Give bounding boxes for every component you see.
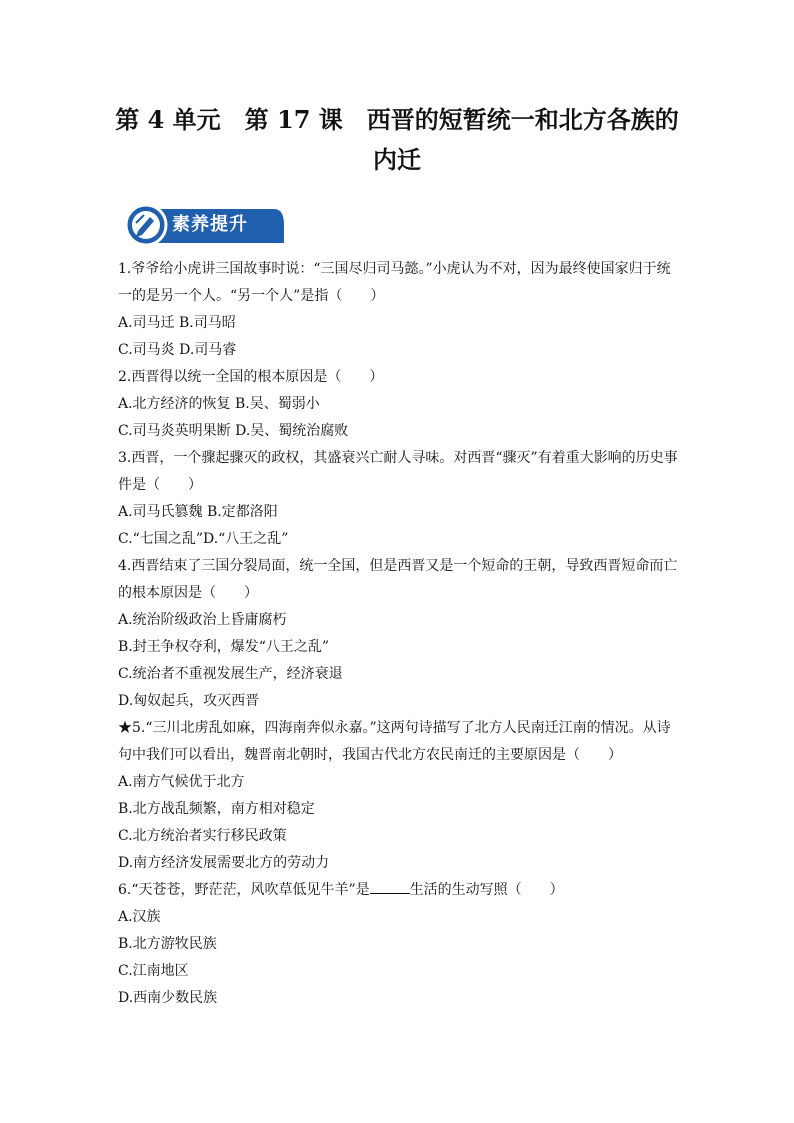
option-line: C.“七国之乱”D.“八王之乱” [118, 531, 289, 547]
option-line: C.统治者不重视发展生产，经济衰退 [118, 666, 343, 682]
option-line: A.统治阶级政治上昏庸腐朽 [118, 612, 287, 628]
fill-blank [370, 879, 410, 894]
question-3 [118, 445, 684, 553]
question-list [118, 256, 684, 1012]
question-6 [118, 877, 684, 1012]
option-line: A.汉族 [118, 909, 161, 925]
question-text: 句中我们可以看出，魏晋南北朝时，我国古代北方农民南迁的主要原因是（ ） [118, 747, 622, 763]
question-4 [118, 553, 684, 715]
option-line: D.南方经济发展需要北方的劳动力 [118, 855, 330, 871]
option-line: A.司马迁 B.司马昭 [118, 315, 236, 331]
option-line: A.司马氏篡魏 B.定都洛阳 [118, 504, 278, 520]
option-line: C.司马炎 D.司马睿 [118, 342, 237, 358]
question-2 [118, 364, 684, 445]
option-line: A.南方气候优于北方 [118, 774, 245, 790]
question-text [118, 877, 684, 904]
question-text: 3.西晋，一个骤起骤灭的政权，其盛衰兴亡耐人寻味。对西晋“骤灭”有着重大影响的历史事 [118, 450, 678, 466]
question-text-pre: 6.“天苍苍，野茫茫，风吹草低见牛羊”是 [118, 882, 370, 898]
option-line: B.北方战乱频繁，南方相对稳定 [118, 801, 315, 817]
page-title [100, 100, 694, 180]
title-line-1: 第 4 单元 第 17 课 西晋的短暂统一和北方各族的 [115, 105, 679, 134]
option-line: D.匈奴起兵，攻灭西晋 [118, 693, 260, 709]
question-text: 一的是另一个人。“另一个人”是指（ ） [118, 288, 385, 304]
option-line: A.北方经济的恢复 B.吴、蜀弱小 [118, 396, 320, 412]
question-1 [118, 256, 684, 364]
question-text: ★5.“三川北虏乱如麻，四海南奔似永嘉。”这两句诗描写了北方人民南迁江南的情况。从诗 [118, 720, 671, 736]
question-text: 4.西晋结束了三国分裂局面，统一全国，但是西晋又是一个短命的王朝，导致西晋短命而亡 [118, 558, 678, 574]
question-text: 的根本原因是（ ） [118, 585, 258, 601]
question-text: 件是（ ） [118, 477, 202, 493]
title-line-2: 内迁 [373, 145, 421, 174]
option-line: C.司马炎英明果断 D.吴、蜀统治腐败 [118, 423, 349, 439]
option-line: B.封王争权夺利，爆发“八王之乱” [118, 639, 330, 655]
question-5 [118, 715, 684, 877]
question-text-post: 生活的生动写照（ ） [409, 882, 564, 898]
section-label: 素养提升 [172, 214, 248, 235]
section-badge [124, 203, 286, 247]
question-text: 2.西晋得以统一全国的根本原因是（ ） [118, 369, 384, 385]
question-text: 1.爷爷给小虎讲三国故事时说：“三国尽归司马懿。”小虎认为不对，因为最终使国家归于统 [118, 261, 671, 277]
option-line: B.北方游牧民族 [118, 936, 217, 952]
option-line: D.西南少数民族 [118, 990, 218, 1006]
option-line: C.江南地区 [118, 963, 189, 979]
option-line: C.北方统治者实行移民政策 [118, 828, 287, 844]
